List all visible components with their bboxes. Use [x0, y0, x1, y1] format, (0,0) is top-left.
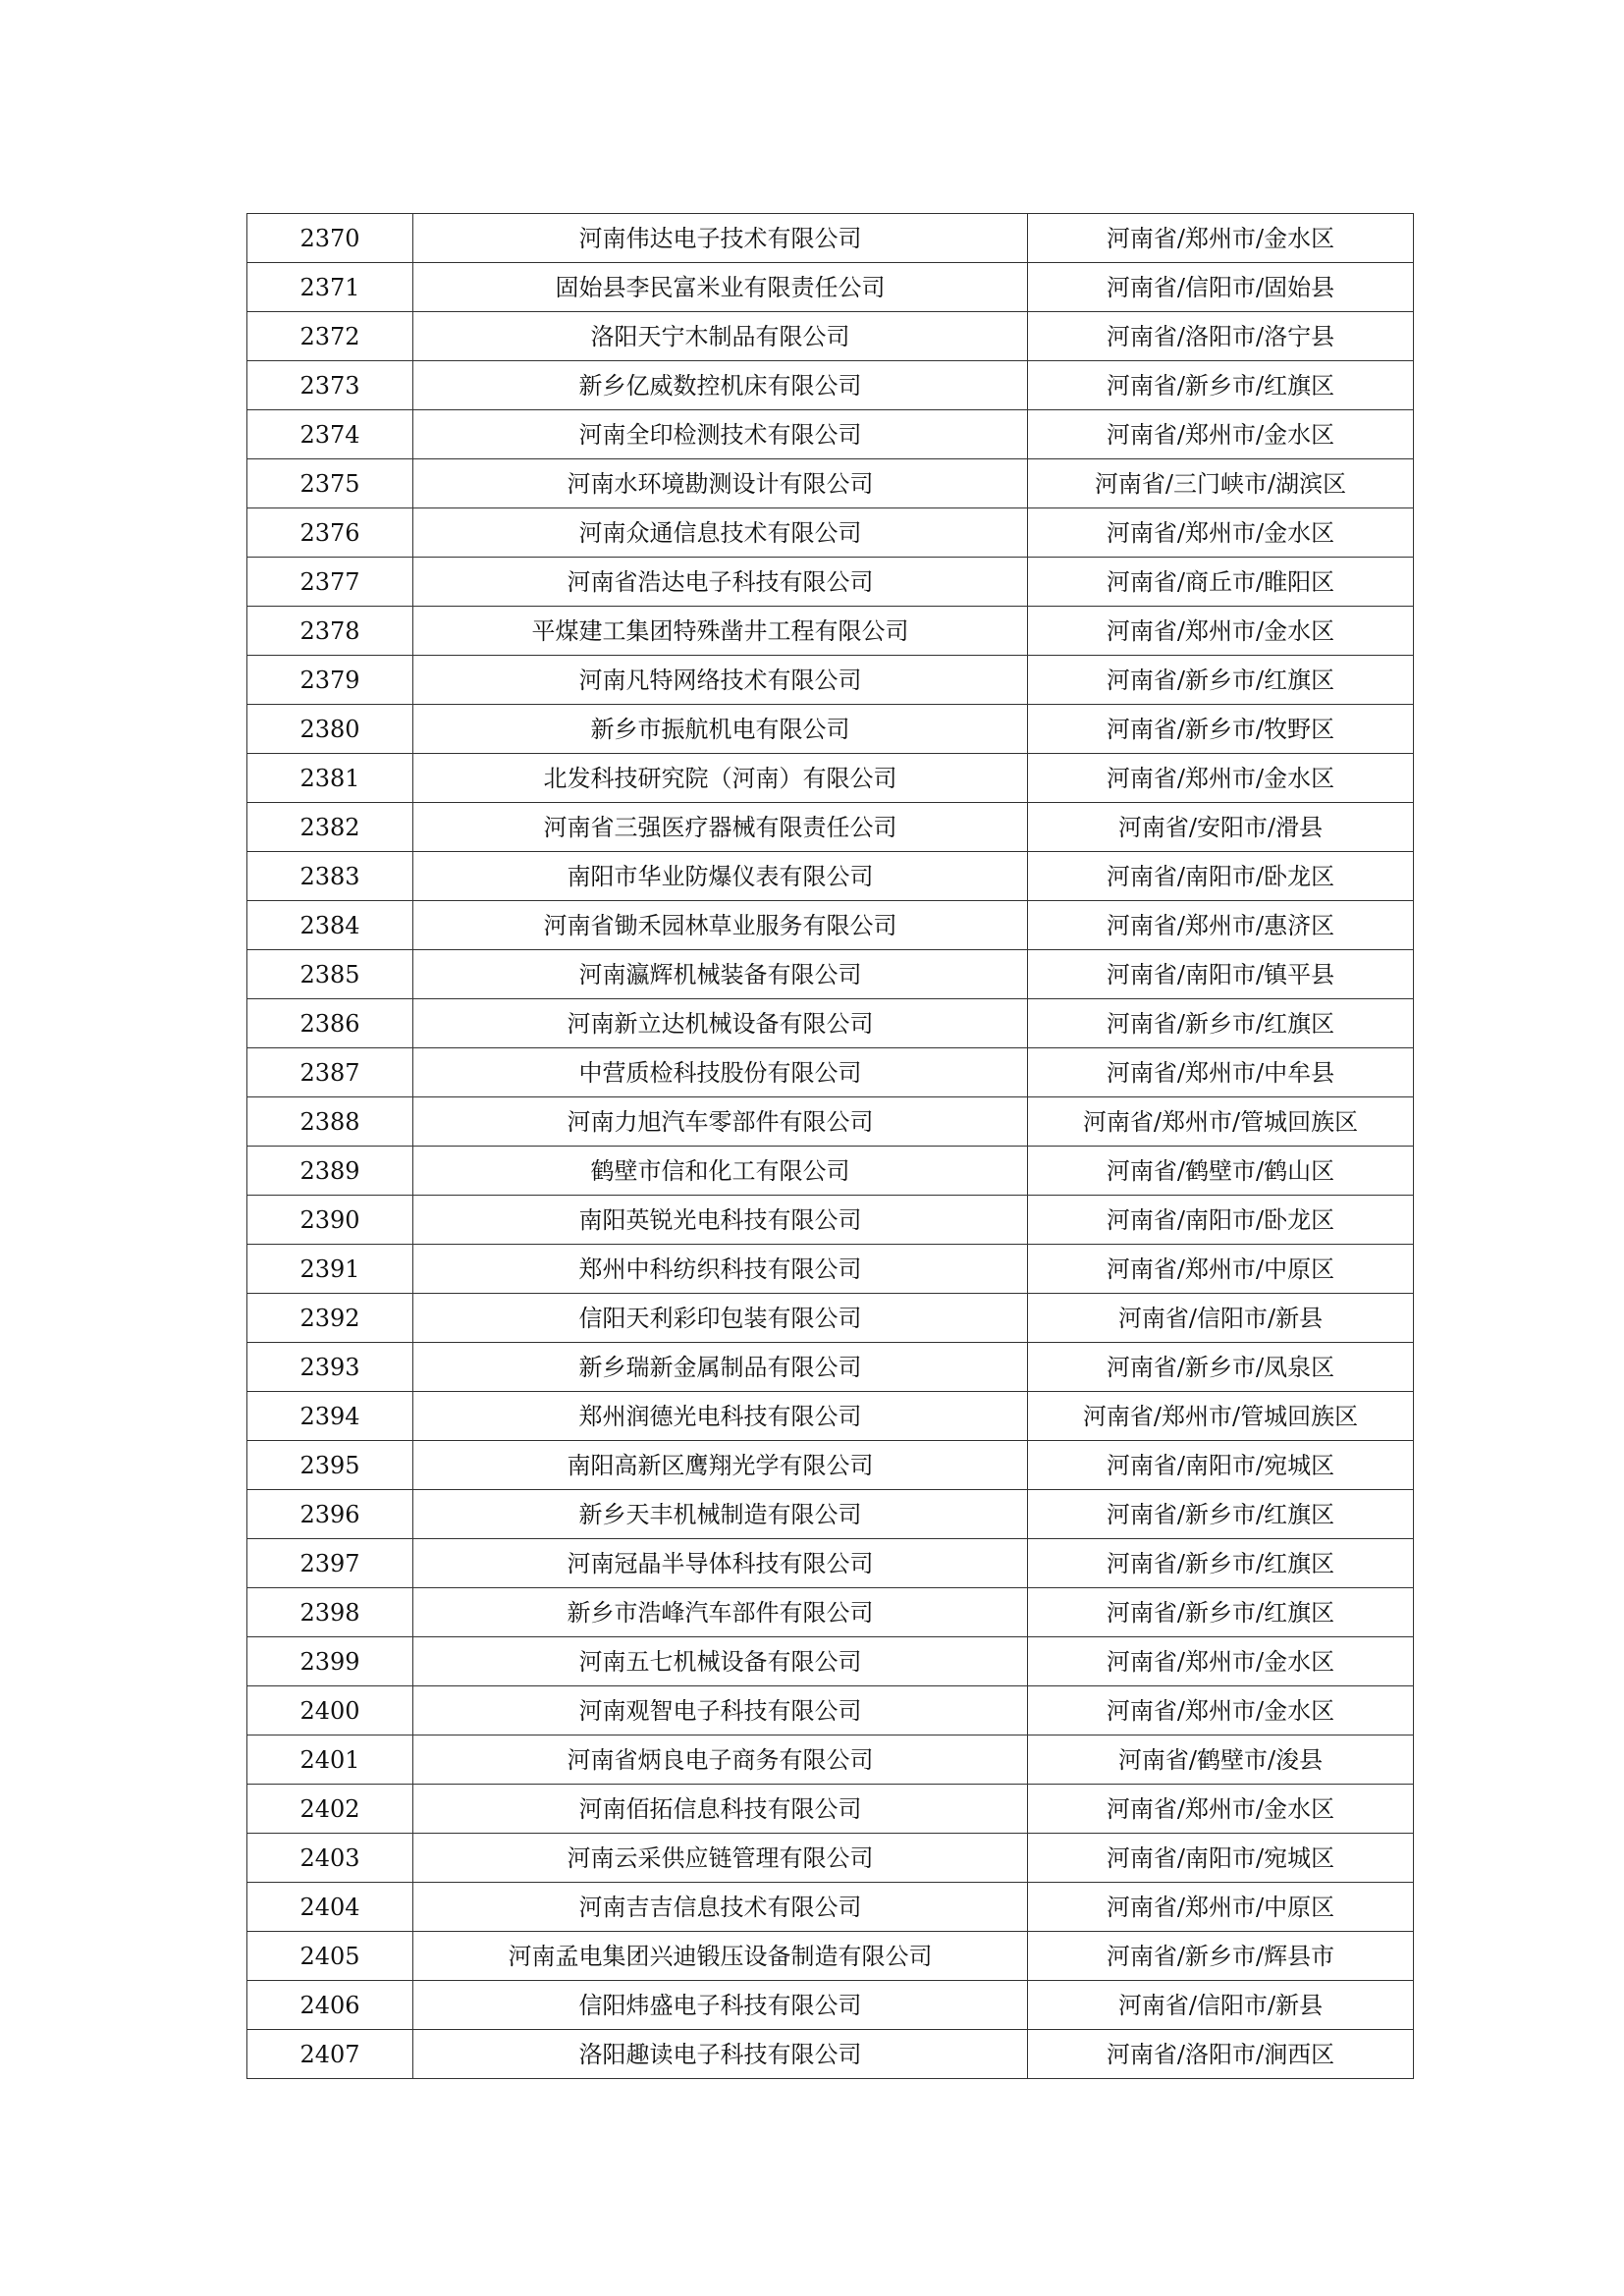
company-name-cell: 固始县李民富米业有限责任公司	[413, 263, 1028, 312]
table-row	[247, 705, 1414, 754]
table-row	[247, 263, 1414, 312]
row-number-cell: 2396	[247, 1490, 413, 1539]
company-name-cell: 河南众通信息技术有限公司	[413, 508, 1028, 558]
table-row	[247, 950, 1414, 999]
region-cell: 河南省/信阳市/固始县	[1028, 263, 1414, 312]
row-number-cell: 2376	[247, 508, 413, 558]
company-name-cell: 信阳炜盛电子科技有限公司	[413, 1981, 1028, 2030]
company-name-cell: 河南孟电集团兴迪锻压设备制造有限公司	[413, 1932, 1028, 1981]
company-name-cell: 新乡市浩峰汽车部件有限公司	[413, 1588, 1028, 1637]
row-number-cell: 2391	[247, 1245, 413, 1294]
region-cell: 河南省/南阳市/卧龙区	[1028, 852, 1414, 901]
company-name-cell: 河南瀛辉机械装备有限公司	[413, 950, 1028, 999]
region-cell: 河南省/郑州市/管城回族区	[1028, 1097, 1414, 1147]
company-name-cell: 河南全印检测技术有限公司	[413, 410, 1028, 459]
company-name-cell: 新乡亿威数控机床有限公司	[413, 361, 1028, 410]
region-cell: 河南省/郑州市/中牟县	[1028, 1048, 1414, 1097]
table-row	[247, 1343, 1414, 1392]
row-number-cell: 2406	[247, 1981, 413, 2030]
region-cell: 河南省/郑州市/中原区	[1028, 1245, 1414, 1294]
region-cell: 河南省/新乡市/凤泉区	[1028, 1343, 1414, 1392]
region-cell: 河南省/新乡市/红旗区	[1028, 999, 1414, 1048]
table-row	[247, 1785, 1414, 1834]
region-cell: 河南省/信阳市/新县	[1028, 1981, 1414, 2030]
region-cell: 河南省/郑州市/金水区	[1028, 410, 1414, 459]
region-cell: 河南省/郑州市/金水区	[1028, 1686, 1414, 1735]
table-row	[247, 1834, 1414, 1883]
company-name-cell: 南阳市华业防爆仪表有限公司	[413, 852, 1028, 901]
company-name-cell: 河南凡特网络技术有限公司	[413, 656, 1028, 705]
company-name-cell: 河南省锄禾园林草业服务有限公司	[413, 901, 1028, 950]
company-name-cell: 中营质检科技股份有限公司	[413, 1048, 1028, 1097]
company-name-cell: 信阳天利彩印包装有限公司	[413, 1294, 1028, 1343]
company-name-cell: 河南观智电子科技有限公司	[413, 1686, 1028, 1735]
row-number-cell: 2387	[247, 1048, 413, 1097]
row-number-cell: 2385	[247, 950, 413, 999]
row-number-cell: 2394	[247, 1392, 413, 1441]
region-cell: 河南省/新乡市/红旗区	[1028, 656, 1414, 705]
row-number-cell: 2402	[247, 1785, 413, 1834]
row-number-cell: 2384	[247, 901, 413, 950]
region-cell: 河南省/郑州市/管城回族区	[1028, 1392, 1414, 1441]
company-table-body	[247, 214, 1414, 2079]
region-cell: 河南省/鹤壁市/鹤山区	[1028, 1147, 1414, 1196]
table-row	[247, 1392, 1414, 1441]
row-number-cell: 2389	[247, 1147, 413, 1196]
row-number-cell: 2375	[247, 459, 413, 508]
company-name-cell: 新乡市振航机电有限公司	[413, 705, 1028, 754]
table-row	[247, 1245, 1414, 1294]
table-row	[247, 1490, 1414, 1539]
table-row	[247, 214, 1414, 263]
region-cell: 河南省/信阳市/新县	[1028, 1294, 1414, 1343]
row-number-cell: 2374	[247, 410, 413, 459]
company-name-cell: 河南佰拓信息科技有限公司	[413, 1785, 1028, 1834]
region-cell: 河南省/南阳市/镇平县	[1028, 950, 1414, 999]
table-row	[247, 508, 1414, 558]
row-number-cell: 2397	[247, 1539, 413, 1588]
row-number-cell: 2378	[247, 607, 413, 656]
row-number-cell: 2386	[247, 999, 413, 1048]
company-name-cell: 河南伟达电子技术有限公司	[413, 214, 1028, 263]
table-row	[247, 999, 1414, 1048]
region-cell: 河南省/洛阳市/洛宁县	[1028, 312, 1414, 361]
region-cell: 河南省/新乡市/红旗区	[1028, 1490, 1414, 1539]
row-number-cell: 2393	[247, 1343, 413, 1392]
row-number-cell: 2399	[247, 1637, 413, 1686]
row-number-cell: 2382	[247, 803, 413, 852]
region-cell: 河南省/三门峡市/湖滨区	[1028, 459, 1414, 508]
table-row	[247, 901, 1414, 950]
table-row	[247, 1147, 1414, 1196]
company-table	[246, 213, 1414, 2079]
company-name-cell: 河南省炳良电子商务有限公司	[413, 1735, 1028, 1785]
company-name-cell: 洛阳趣读电子科技有限公司	[413, 2030, 1028, 2079]
region-cell: 河南省/郑州市/金水区	[1028, 508, 1414, 558]
table-row	[247, 803, 1414, 852]
company-name-cell: 河南省三强医疗器械有限责任公司	[413, 803, 1028, 852]
row-number-cell: 2403	[247, 1834, 413, 1883]
row-number-cell: 2373	[247, 361, 413, 410]
region-cell: 河南省/商丘市/睢阳区	[1028, 558, 1414, 607]
table-row	[247, 1048, 1414, 1097]
region-cell: 河南省/洛阳市/涧西区	[1028, 2030, 1414, 2079]
region-cell: 河南省/郑州市/中原区	[1028, 1883, 1414, 1932]
region-cell: 河南省/郑州市/金水区	[1028, 754, 1414, 803]
region-cell: 河南省/安阳市/滑县	[1028, 803, 1414, 852]
company-name-cell: 新乡瑞新金属制品有限公司	[413, 1343, 1028, 1392]
table-row	[247, 1196, 1414, 1245]
company-name-cell: 北发科技研究院（河南）有限公司	[413, 754, 1028, 803]
region-cell: 河南省/郑州市/惠济区	[1028, 901, 1414, 950]
company-name-cell: 郑州中科纺织科技有限公司	[413, 1245, 1028, 1294]
table-row	[247, 1441, 1414, 1490]
table-row	[247, 1883, 1414, 1932]
table-row	[247, 656, 1414, 705]
table-row	[247, 1686, 1414, 1735]
table-row	[247, 312, 1414, 361]
table-row	[247, 459, 1414, 508]
row-number-cell: 2372	[247, 312, 413, 361]
row-number-cell: 2379	[247, 656, 413, 705]
company-name-cell: 鹤壁市信和化工有限公司	[413, 1147, 1028, 1196]
table-row	[247, 410, 1414, 459]
row-number-cell: 2380	[247, 705, 413, 754]
row-number-cell: 2400	[247, 1686, 413, 1735]
row-number-cell: 2371	[247, 263, 413, 312]
company-name-cell: 河南力旭汽车零部件有限公司	[413, 1097, 1028, 1147]
company-name-cell: 洛阳天宁木制品有限公司	[413, 312, 1028, 361]
row-number-cell: 2381	[247, 754, 413, 803]
region-cell: 河南省/新乡市/红旗区	[1028, 361, 1414, 410]
company-name-cell: 河南新立达机械设备有限公司	[413, 999, 1028, 1048]
company-name-cell: 河南冠晶半导体科技有限公司	[413, 1539, 1028, 1588]
table-row	[247, 361, 1414, 410]
company-name-cell: 河南省浩达电子科技有限公司	[413, 558, 1028, 607]
table-row	[247, 2030, 1414, 2079]
table-row	[247, 1097, 1414, 1147]
row-number-cell: 2388	[247, 1097, 413, 1147]
region-cell: 河南省/郑州市/金水区	[1028, 1637, 1414, 1686]
table-row	[247, 1539, 1414, 1588]
table-row	[247, 1981, 1414, 2030]
region-cell: 河南省/南阳市/卧龙区	[1028, 1196, 1414, 1245]
row-number-cell: 2395	[247, 1441, 413, 1490]
company-name-cell: 郑州润德光电科技有限公司	[413, 1392, 1028, 1441]
table-row	[247, 1932, 1414, 1981]
region-cell: 河南省/郑州市/金水区	[1028, 214, 1414, 263]
table-row	[247, 558, 1414, 607]
row-number-cell: 2398	[247, 1588, 413, 1637]
table-row	[247, 1588, 1414, 1637]
table-row	[247, 1637, 1414, 1686]
row-number-cell: 2370	[247, 214, 413, 263]
company-name-cell: 河南吉吉信息技术有限公司	[413, 1883, 1028, 1932]
row-number-cell: 2383	[247, 852, 413, 901]
region-cell: 河南省/南阳市/宛城区	[1028, 1834, 1414, 1883]
company-name-cell: 河南水环境勘测设计有限公司	[413, 459, 1028, 508]
table-row	[247, 754, 1414, 803]
row-number-cell: 2401	[247, 1735, 413, 1785]
region-cell: 河南省/新乡市/牧野区	[1028, 705, 1414, 754]
table-row	[247, 607, 1414, 656]
company-name-cell: 新乡天丰机械制造有限公司	[413, 1490, 1028, 1539]
row-number-cell: 2390	[247, 1196, 413, 1245]
company-name-cell: 平煤建工集团特殊凿井工程有限公司	[413, 607, 1028, 656]
region-cell: 河南省/新乡市/红旗区	[1028, 1588, 1414, 1637]
company-name-cell: 河南五七机械设备有限公司	[413, 1637, 1028, 1686]
region-cell: 河南省/南阳市/宛城区	[1028, 1441, 1414, 1490]
region-cell: 河南省/郑州市/金水区	[1028, 1785, 1414, 1834]
company-name-cell: 南阳英锐光电科技有限公司	[413, 1196, 1028, 1245]
region-cell: 河南省/新乡市/红旗区	[1028, 1539, 1414, 1588]
table-row	[247, 1735, 1414, 1785]
region-cell: 河南省/新乡市/辉县市	[1028, 1932, 1414, 1981]
region-cell: 河南省/郑州市/金水区	[1028, 607, 1414, 656]
company-name-cell: 河南云采供应链管理有限公司	[413, 1834, 1028, 1883]
company-name-cell: 南阳高新区鹰翔光学有限公司	[413, 1441, 1028, 1490]
row-number-cell: 2405	[247, 1932, 413, 1981]
region-cell: 河南省/鹤壁市/浚县	[1028, 1735, 1414, 1785]
row-number-cell: 2392	[247, 1294, 413, 1343]
row-number-cell: 2407	[247, 2030, 413, 2079]
table-row	[247, 1294, 1414, 1343]
row-number-cell: 2377	[247, 558, 413, 607]
row-number-cell: 2404	[247, 1883, 413, 1932]
table-row	[247, 852, 1414, 901]
